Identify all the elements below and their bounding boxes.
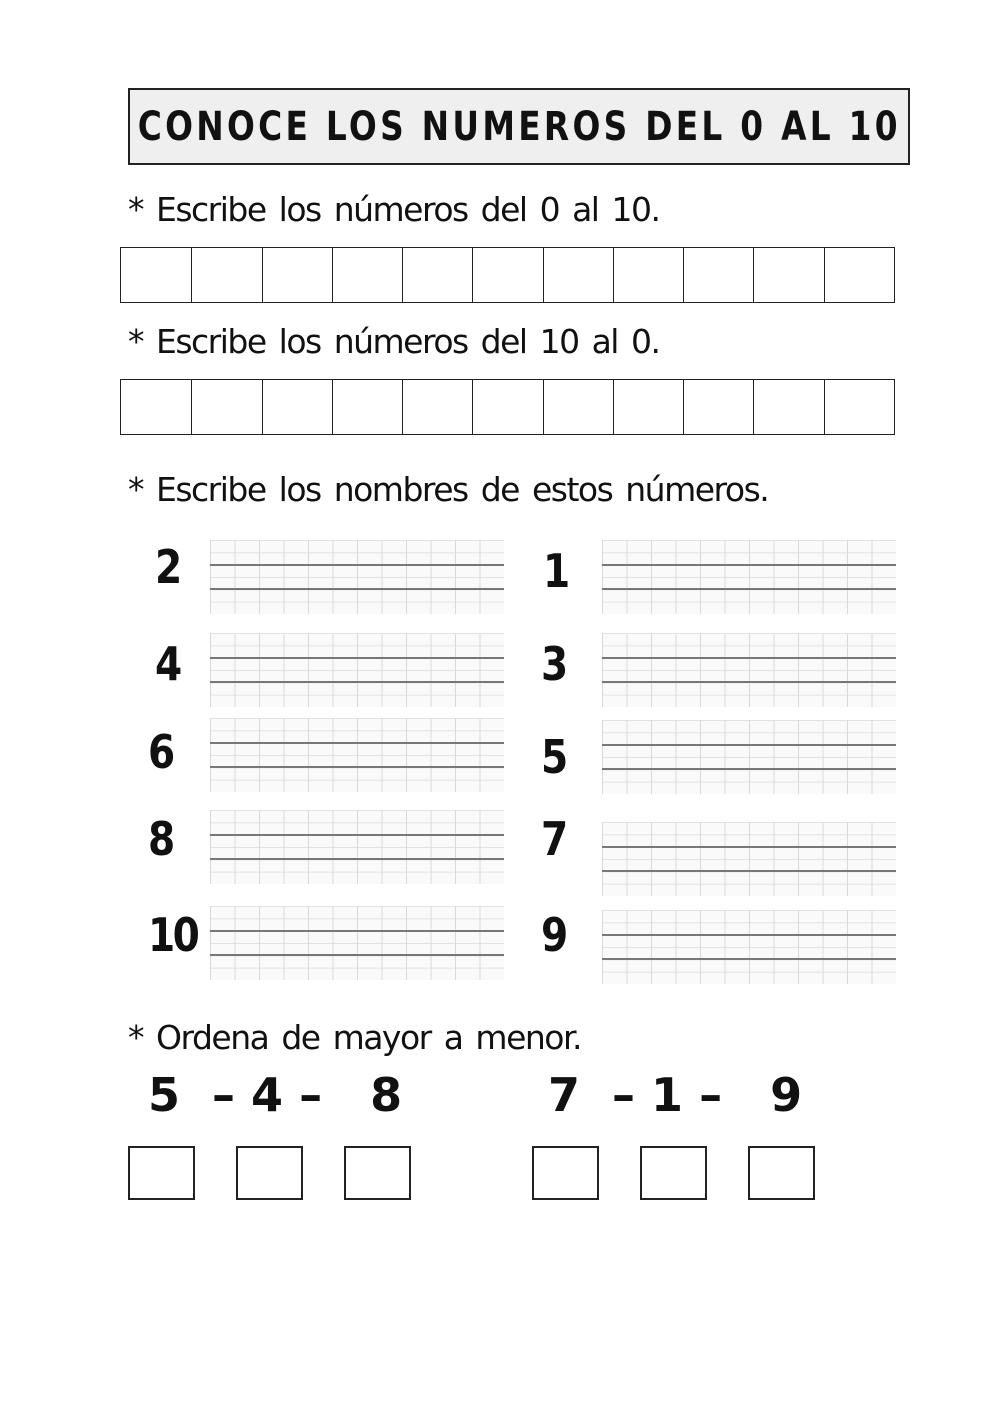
number-label: 9 [541,908,566,962]
answer-box[interactable] [613,248,683,302]
number-sequence-left: 5 – 4 – 8 [148,1068,403,1122]
number-label: 6 [148,725,173,779]
answer-box[interactable] [683,248,753,302]
answer-box[interactable] [262,380,332,434]
answer-box[interactable] [824,248,894,302]
instruction-count-down: * Escribe los números del 10 al 0. [128,322,660,361]
answer-box[interactable] [543,380,613,434]
order-answer-box[interactable] [344,1146,411,1200]
title-box [128,88,910,165]
answer-box[interactable] [191,248,261,302]
number-sequence-right: 7 – 1 – 9 [548,1068,803,1122]
answer-box[interactable] [543,248,613,302]
number-label: 8 [148,812,173,866]
writing-area[interactable] [602,633,896,707]
answer-box[interactable] [472,248,542,302]
writing-area[interactable] [210,718,504,792]
writing-area[interactable] [210,633,504,707]
answer-box[interactable] [121,380,191,434]
order-answer-box[interactable] [236,1146,303,1200]
number-label: 1 [543,544,568,598]
answer-box[interactable] [613,380,683,434]
instruction-order: * Ordena de mayor a menor. [128,1018,582,1057]
count-up-boxes [120,247,895,303]
answer-box[interactable] [121,248,191,302]
answer-box[interactable] [824,380,894,434]
writing-area[interactable] [602,720,896,794]
writing-area[interactable] [210,540,504,614]
answer-box[interactable] [191,380,261,434]
writing-area[interactable] [602,910,896,984]
count-down-boxes [120,379,895,435]
number-label: 4 [155,637,180,691]
answer-box[interactable] [683,380,753,434]
number-label: 5 [541,730,566,784]
number-label: 7 [541,812,566,866]
writing-area[interactable] [602,822,896,896]
writing-area[interactable] [602,540,896,614]
order-answer-box[interactable] [128,1146,195,1200]
writing-area[interactable] [210,906,504,980]
writing-area[interactable] [210,810,504,884]
answer-box[interactable] [753,380,823,434]
number-label: 10 [148,908,198,962]
number-label: 2 [155,540,180,594]
order-answer-box[interactable] [532,1146,599,1200]
answer-box[interactable] [472,380,542,434]
answer-box[interactable] [753,248,823,302]
page-title: CONOCE LOS NUMEROS DEL 0 AL 10 [137,103,901,150]
answer-box[interactable] [332,380,402,434]
order-answer-box[interactable] [640,1146,707,1200]
instruction-write-names: * Escribe los nombres de estos números. [128,470,769,509]
number-label: 3 [541,637,566,691]
answer-box[interactable] [402,380,472,434]
instruction-count-up: * Escribe los números del 0 al 10. [128,190,660,229]
answer-box[interactable] [332,248,402,302]
answer-box[interactable] [262,248,332,302]
answer-box[interactable] [402,248,472,302]
order-answer-box[interactable] [748,1146,815,1200]
